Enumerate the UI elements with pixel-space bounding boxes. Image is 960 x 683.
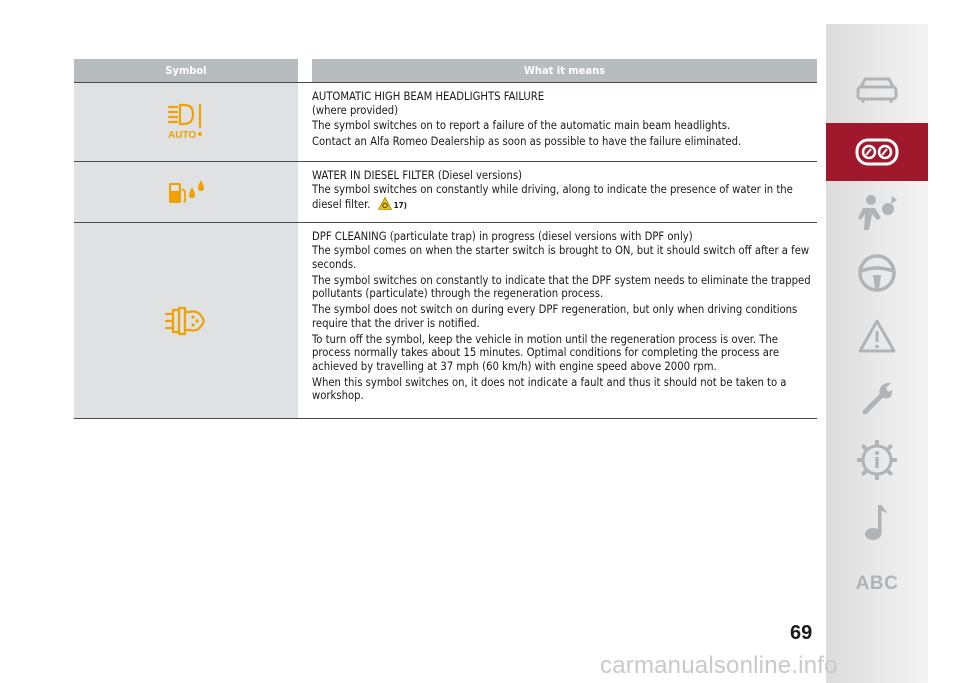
row-paragraph: To turn off the symbol, keep the vehicle in motion until the regeneration process is over. The process normally takes about 15 minutes. Optimal conditions for completing the process are achieved by travelling at 37 mph (60 km/h) with engine speed above 2000 rpm. xyxy=(312,333,780,373)
sidebar-item-technical-data[interactable] xyxy=(826,431,928,489)
auto-high-beam-failure-icon xyxy=(166,102,206,142)
row-paragraph: When this symbol switches on, it does not indicate a fault and thus it should not be taken to a workshop. xyxy=(312,375,787,403)
page-number: 69 xyxy=(790,622,813,644)
table-row xyxy=(74,82,817,162)
water-in-diesel-filter-icon xyxy=(166,179,206,205)
sidebar-item-emergency[interactable] xyxy=(826,307,928,365)
row-paragraph: The symbol switches on constantly to indicate that the DPF system needs to eliminate the trapped pollutants (particulate) through the regeneration process. xyxy=(312,273,811,301)
car-icon xyxy=(855,75,899,105)
table-header xyxy=(74,59,817,82)
sidebar-item-safety[interactable] xyxy=(826,184,928,242)
row-title: WATER IN DIESEL FILTER (Diesel versions) xyxy=(312,169,523,182)
wrench-icon xyxy=(857,378,897,418)
row-paragraph-text: The symbol switches on constantly while driving, along to indicate the presence of water in the diesel filter. xyxy=(312,183,793,211)
sidebar-item-driving[interactable] xyxy=(826,244,928,302)
meaning-cell xyxy=(298,162,817,222)
auto-label: AUTO xyxy=(168,130,197,141)
chapter-sidebar xyxy=(826,24,928,683)
sidebar-item-multimedia[interactable] xyxy=(826,493,928,551)
warning-triangle-icon xyxy=(857,318,897,354)
table-row xyxy=(74,162,817,223)
row-paragraph: The symbol does not switch on during every DPF regeneration, but only when driving conditions require that the driver is notified. xyxy=(312,303,798,330)
row-paragraph xyxy=(312,183,813,212)
row-paragraph: The symbol comes on when the starter switch is brought to ON, but it should switch off after a few seconds. xyxy=(312,244,810,271)
row-title: AUTOMATIC HIGH BEAM HEADLIGHTS FAILURE xyxy=(312,90,545,103)
symbol-cell xyxy=(74,162,298,222)
meaning-cell xyxy=(298,223,817,418)
sidebar-item-index[interactable] xyxy=(826,555,928,613)
row-paragraph: The symbol switches on to report a failure of the automatic main beam headlights. xyxy=(312,118,731,132)
index-abc-label: ABC xyxy=(855,573,899,594)
warning-lights-table xyxy=(74,59,817,419)
symbol-cell xyxy=(74,83,298,161)
row-paragraph: Contact an Alfa Romeo Dealership as soon as possible to have the failure eliminated. xyxy=(312,134,742,148)
caution-icon[interactable] xyxy=(378,197,392,210)
music-note-icon xyxy=(862,502,892,542)
info-gear-icon xyxy=(857,440,897,480)
row-paragraph: (where provided) xyxy=(312,104,399,118)
sidebar-item-dashboard[interactable] xyxy=(826,123,928,181)
header-meaning: What it means xyxy=(312,59,817,82)
sidebar-item-maintenance[interactable] xyxy=(826,369,928,427)
airbag-person-icon xyxy=(855,194,899,232)
table-row xyxy=(74,223,817,419)
meaning-cell xyxy=(298,83,817,161)
note-reference[interactable]: 17) xyxy=(393,200,407,210)
watermark: carmanualsonline.info xyxy=(600,652,838,679)
sidebar-item-car[interactable] xyxy=(826,61,928,119)
header-symbol: Symbol xyxy=(74,59,298,82)
row-title: DPF CLEANING (particulate trap) in progress (diesel versions with DPF only) xyxy=(312,230,693,243)
dashboard-icon xyxy=(855,138,899,166)
steering-wheel-icon xyxy=(857,253,897,293)
dpf-cleaning-icon xyxy=(165,306,207,336)
symbol-cell xyxy=(74,223,298,418)
